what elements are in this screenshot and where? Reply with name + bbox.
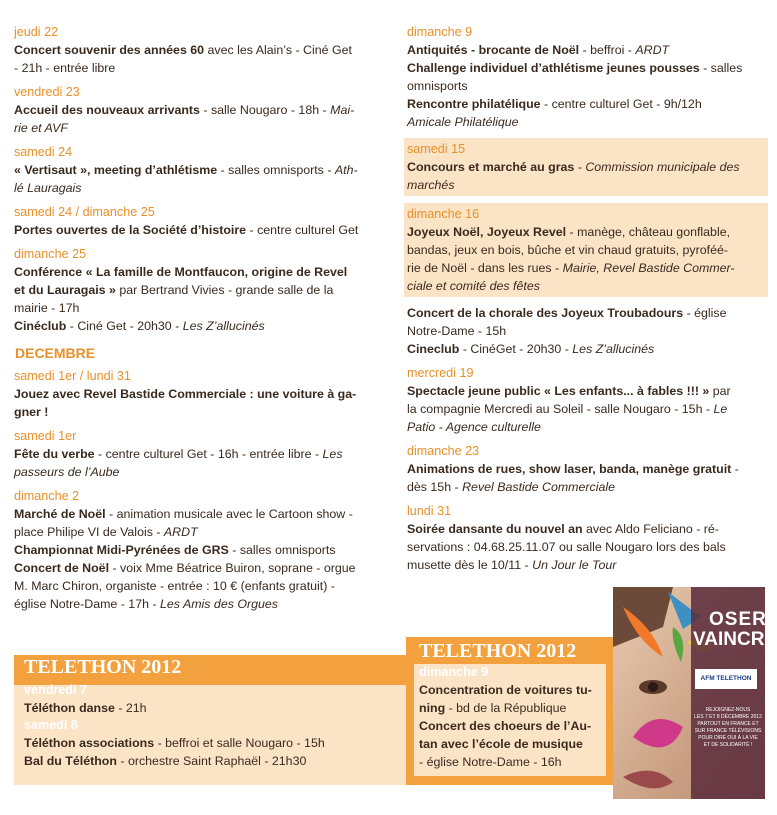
event-line: [14, 541, 387, 559]
telethon-line: [419, 717, 605, 735]
event-details: place Philipe VI de Valois -: [14, 525, 164, 539]
event-details: - 21h - entrée libre: [14, 61, 116, 75]
event-line: [407, 322, 765, 340]
left-column: [14, 24, 387, 620]
event-line: [14, 403, 387, 421]
poster-text-line: PARTOUT EN FRANCE ET: [697, 721, 759, 727]
event-details: bandas, jeux en bois, bûche et vin chaud gratuits, pyroféé-: [407, 243, 728, 257]
event-details: - église Notre-Dame - 16h: [419, 755, 562, 769]
event-organizer: Les Z’allucinés: [572, 342, 655, 356]
telethon-date: dimanche 9: [419, 665, 489, 679]
event-line: [407, 95, 765, 113]
event-block: [407, 304, 765, 358]
event-block: [407, 503, 765, 574]
event-details: - CinéGet - 20h30 -: [459, 342, 573, 356]
event-line: [407, 400, 765, 418]
event-organizer: Mai-: [330, 103, 355, 117]
event-line: [407, 259, 765, 277]
event-organizer: ciale et comité des fêtes: [407, 279, 540, 293]
event-organizer: Un Jour le Tour: [532, 558, 617, 572]
december-events-continued: [407, 24, 765, 574]
telethon-line: [419, 753, 605, 771]
event-title: « Vertisaut », meeting d’athlétisme: [14, 163, 218, 177]
event-line: [407, 382, 765, 400]
event-date: dimanche 16: [407, 207, 480, 221]
event-title: Concert souvenir des années 60: [14, 43, 205, 57]
telethon-line: [419, 735, 605, 753]
event-line: [14, 523, 387, 541]
event-title: Accueil des nouveaux arrivants: [14, 103, 200, 117]
event-title: gner !: [14, 405, 49, 419]
event-details: omnisports: [407, 79, 468, 93]
telethon-title-right: TELETHON 2012: [419, 640, 577, 662]
event-title: Concert des choeurs de l’Au-: [419, 719, 592, 733]
telethon-line: [24, 752, 394, 770]
poster-headline-2: VAINCRE: [693, 629, 777, 650]
event-details: -: [574, 160, 586, 174]
event-details: - centre culturel Get - 16h - entrée libre -: [94, 447, 323, 461]
event-details: dès 15h -: [407, 480, 463, 494]
event-date: jeudi 22: [14, 25, 59, 39]
event-date: samedi 24 / dimanche 25: [14, 205, 155, 219]
event-block: [14, 24, 387, 77]
event-title: Animations de rues, show laser, banda, manège gratuit: [407, 462, 732, 476]
event-details: - salles: [699, 61, 743, 75]
event-title: Spectacle jeune public « Les enfants... à fables !!! »: [407, 384, 710, 398]
event-title: Concert de Noël: [14, 561, 110, 575]
event-block: [404, 203, 768, 297]
event-line: [407, 460, 765, 478]
poster-text-line: LES 7 ET 8 DÉCEMBRE 2012: [694, 714, 762, 720]
event-line: [407, 520, 765, 538]
event-details: musette dès le 10/11 -: [407, 558, 533, 572]
event-title: Concentration de voitures tu-: [419, 683, 592, 697]
event-organizer: marchés: [407, 178, 455, 192]
event-details: - salle Nougaro - 18h -: [199, 103, 331, 117]
event-organizer: Le: [713, 402, 728, 416]
telethon-line: [24, 734, 394, 752]
december-events: [14, 368, 387, 613]
event-block: [14, 246, 387, 335]
poster-text-line: POUR DIRE OUI À LA VIE: [698, 735, 758, 741]
event-line: [14, 179, 387, 197]
event-details: avec Aldo Feliciano - ré-: [582, 522, 719, 536]
poster-text-line: SUR FRANCE TÉLÉVISIONS: [694, 728, 762, 734]
event-title: Cineclub: [407, 342, 460, 356]
poster-text-block: [693, 707, 763, 749]
event-block: [14, 144, 387, 197]
event-block: [407, 443, 765, 496]
event-line: [407, 113, 765, 131]
event-line: [14, 385, 387, 403]
event-line: [14, 317, 387, 335]
event-details: rie de Noël - dans les rues -: [407, 261, 563, 275]
event-organizer: Les: [322, 447, 343, 461]
poster-headline-1: OSER: [709, 609, 767, 630]
event-line: [407, 241, 765, 259]
event-details: - Ciné Get - 20h30 -: [66, 319, 183, 333]
event-title: Marché de Noël: [14, 507, 106, 521]
event-title: Fête du verbe: [14, 447, 95, 461]
event-line: [14, 463, 387, 481]
event-line: [407, 304, 765, 322]
event-date: dimanche 23: [407, 444, 480, 458]
event-title: Portes ouvertes de la Société d’histoire: [14, 223, 247, 237]
event-date: mercredi 19: [407, 366, 474, 380]
event-details: - centre culturel Get: [246, 223, 359, 237]
event-details: par: [709, 384, 731, 398]
event-details: mairie - 17h: [14, 301, 80, 315]
event-line: [407, 277, 765, 295]
event-title: Cinéclub: [14, 319, 67, 333]
event-organizer: Mairie, Revel Bastide Commer-: [562, 261, 735, 275]
november-events: [14, 24, 387, 335]
event-title: Jouez avec Revel Bastide Commerciale : une voiture à ga-: [14, 387, 357, 401]
event-line: [407, 538, 765, 556]
event-line: [14, 559, 387, 577]
telethon-date: vendredi 7: [24, 683, 87, 697]
event-title: Challenge individuel d’athlétisme jeunes pousses: [407, 61, 700, 75]
event-block: [14, 488, 387, 613]
event-title: Concours et marché au gras: [407, 160, 575, 174]
event-line: [14, 221, 387, 239]
event-line: [407, 556, 765, 574]
event-organizer: Patio - Agence culturelle: [407, 420, 541, 434]
event-date: samedi 1er: [14, 429, 77, 443]
event-details: - 21h: [114, 701, 147, 715]
telethon-line: [24, 699, 394, 717]
event-line: [14, 577, 387, 595]
event-details: - beffroi -: [579, 43, 636, 57]
telethon-list-left: [24, 682, 394, 770]
event-block: [407, 365, 765, 436]
telethon-list-right: [419, 664, 605, 771]
event-organizer: Les Z’allucinés: [182, 319, 265, 333]
telethon-poster: [613, 587, 777, 799]
event-title: Conférence « La famille de Montfaucon, origine de Revel: [14, 265, 348, 279]
event-details: - église: [683, 306, 727, 320]
event-details: - salles omnisports -: [217, 163, 335, 177]
event-block: [14, 204, 387, 239]
event-title: Championnat Midi-Pyrénées de GRS: [14, 543, 229, 557]
event-organizer: ARDT: [163, 525, 198, 539]
event-block: [14, 368, 387, 421]
event-organizer: passeurs de l’Aube: [14, 465, 120, 479]
event-line: [407, 41, 765, 59]
poster-text-line: REJOIGNEZ-NOUS: [705, 707, 751, 713]
telethon-line: [419, 681, 605, 699]
event-details: la compagnie Mercredi au Soleil - salle Nougaro - 15h -: [407, 402, 714, 416]
event-date: samedi 1er / lundi 31: [14, 369, 131, 383]
event-line: [14, 281, 387, 299]
event-details: Notre-Dame - 15h: [407, 324, 507, 338]
event-organizer: Les Amis des Orgues: [160, 597, 278, 611]
event-line: [14, 445, 387, 463]
event-details: -: [731, 462, 739, 476]
event-organizer: rie et AVF: [14, 121, 68, 135]
event-date: dimanche 25: [14, 247, 87, 261]
event-title: Soirée dansante du nouvel an: [407, 522, 583, 536]
event-line: [407, 340, 765, 358]
event-line: [14, 41, 387, 59]
event-block: [404, 138, 768, 196]
event-date: samedi 24: [14, 145, 73, 159]
telethon-title-left: TELETHON 2012: [24, 656, 182, 678]
event-details: - voix Mme Béatrice Buiron, soprane - orgue: [109, 561, 356, 575]
event-line: [14, 59, 387, 77]
event-block: [14, 428, 387, 481]
event-date: lundi 31: [407, 504, 452, 518]
telethon-date: samedi 8: [24, 718, 78, 732]
event-title: Rencontre philatélique: [407, 97, 541, 111]
event-details: - bd de la République: [445, 701, 567, 715]
event-title: tan avec l’école de musique: [419, 737, 583, 751]
event-line: [407, 77, 765, 95]
event-line: [14, 505, 387, 523]
event-title: Bal du Téléthon: [24, 754, 117, 768]
event-title: ning: [419, 701, 446, 715]
event-block: [407, 24, 765, 131]
event-line: [407, 158, 765, 176]
event-details: - beffroi et salle Nougaro - 15h: [154, 736, 325, 750]
event-organizer: Commission municipale des: [585, 160, 740, 174]
right-column: [407, 24, 765, 581]
event-title: Téléthon danse: [24, 701, 115, 715]
telethon-line: [419, 699, 605, 717]
event-line: [407, 59, 765, 77]
event-details: avec les Alain’s - Ciné Get: [204, 43, 352, 57]
event-organizer: Revel Bastide Commerciale: [462, 480, 615, 494]
event-line: [14, 263, 387, 281]
event-line: [407, 478, 765, 496]
event-organizer: Ath-: [334, 163, 358, 177]
event-details: - salles omnisports: [228, 543, 336, 557]
event-title: et du Lauragais »: [14, 283, 116, 297]
event-date: dimanche 2: [14, 489, 80, 503]
event-title: Téléthon associations: [24, 736, 155, 750]
event-date: dimanche 9: [407, 25, 473, 39]
event-line: [14, 119, 387, 137]
event-line: [14, 299, 387, 317]
event-block: [14, 84, 387, 137]
event-date: vendredi 23: [14, 85, 80, 99]
event-details: servations : 04.68.25.11.07 ou salle Nougaro lors des bals: [407, 540, 726, 554]
event-details: - centre culturel Get - 9h/12h: [540, 97, 702, 111]
event-details: - manège, château gonflable,: [566, 225, 731, 239]
event-details: église Notre-Dame - 17h -: [14, 597, 160, 611]
event-line: [14, 161, 387, 179]
event-line: [14, 101, 387, 119]
event-line: [407, 176, 765, 194]
event-line: [407, 418, 765, 436]
event-organizer: lé Lauragais: [14, 181, 82, 195]
event-details: - orchestre Saint Raphaël - 21h30: [116, 754, 307, 768]
poster-text-line: ET DE SOLIDARITÉ !: [703, 742, 753, 748]
event-title: Concert de la chorale des Joyeux Troubadours: [407, 306, 684, 320]
event-line: [407, 223, 765, 241]
afm-telethon-logo: AFM TELETHON: [695, 669, 757, 689]
event-date: samedi 15: [407, 142, 466, 156]
event-title: Joyeux Noël, Joyeux Revel: [407, 225, 567, 239]
event-title: Antiquités - brocante de Noël: [407, 43, 580, 57]
event-details: par Bertrand Vivies - grande salle de la: [115, 283, 334, 297]
month-heading-december: DECEMBRE: [15, 345, 96, 361]
event-details: - animation musicale avec le Cartoon show -: [105, 507, 353, 521]
event-line: [14, 595, 387, 613]
event-organizer: ARDT: [635, 43, 670, 57]
event-details: M. Marc Chiron, organiste - entrée : 10 € (enfants gratuit) -: [14, 579, 335, 593]
event-organizer: Amicale Philatélique: [407, 115, 519, 129]
